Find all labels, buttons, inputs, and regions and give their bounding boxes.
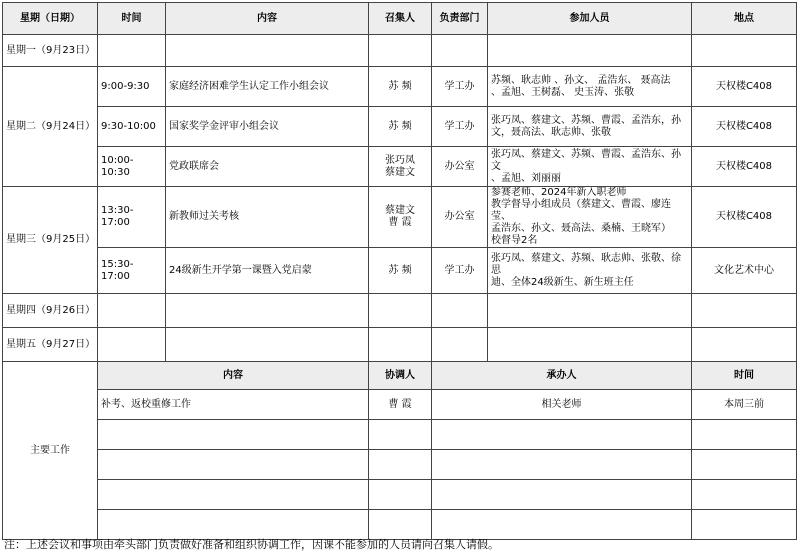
empty-cell: [166, 294, 369, 328]
meeting-convener: 蔡建文 曹 霞: [369, 187, 432, 248]
main-work-row: [3, 480, 797, 510]
meeting-row: [3, 67, 797, 107]
empty-cell: [98, 510, 369, 540]
empty-cell: [692, 480, 797, 510]
footnote: 注：上述会议和事项由牵头部门负责做好准备和组织协调工作，因课不能参加的人员请向召集人请假。: [4, 538, 499, 551]
empty-cell: [369, 35, 432, 67]
main-work-organizer: 相关老师: [432, 390, 692, 420]
meeting-row: [3, 248, 797, 294]
empty-cell: [432, 294, 488, 328]
empty-cell: [369, 480, 432, 510]
empty-cell: [488, 35, 692, 67]
header-dept: 负责部门: [432, 3, 488, 35]
header-row: [3, 3, 797, 35]
day-friday: 星期五（9月27日）: [3, 328, 98, 362]
main-work-row: [3, 450, 797, 480]
main-work-row: [3, 510, 797, 540]
row-friday: [3, 328, 797, 362]
meeting-location: 天权楼C408: [692, 107, 797, 147]
header-convener: 召集人: [369, 3, 432, 35]
empty-cell: [98, 420, 369, 450]
meeting-row: [3, 107, 797, 147]
header-location: 地点: [692, 3, 797, 35]
meeting-location: 天权楼C408: [692, 67, 797, 107]
meeting-row: [3, 187, 797, 248]
empty-cell: [692, 328, 797, 362]
empty-cell: [369, 420, 432, 450]
meeting-time: 13:30-17:00: [98, 187, 166, 248]
empty-cell: [432, 510, 692, 540]
header-day: 星期（日期）: [3, 3, 98, 35]
empty-cell: [692, 294, 797, 328]
meeting-location: 天权楼C408: [692, 147, 797, 187]
meeting-content: 新教师过关考核: [166, 187, 369, 248]
meeting-dept: 学工办: [432, 107, 488, 147]
weekly-schedule-table: [2, 2, 797, 540]
empty-cell: [692, 35, 797, 67]
main-work-header-row: [3, 362, 797, 390]
main-work-header-organizer: 承办人: [432, 362, 692, 390]
empty-cell: [369, 294, 432, 328]
empty-cell: [432, 35, 488, 67]
meeting-location: 天权楼C408: [692, 187, 797, 248]
main-work-header-coordinator: 协调人: [369, 362, 432, 390]
main-work-time: 本周三前: [692, 390, 797, 420]
main-work-row: [3, 390, 797, 420]
meeting-dept: 学工办: [432, 67, 488, 107]
meeting-time: 15:30-17:00: [98, 248, 166, 294]
empty-cell: [166, 35, 369, 67]
main-work-header-time: 时间: [692, 362, 797, 390]
header-participants: 参加人员: [488, 3, 692, 35]
row-monday: [3, 35, 797, 67]
meeting-content: 国家奖学金评审小组会议: [166, 107, 369, 147]
main-work-header-content: 内容: [98, 362, 369, 390]
day-tuesday: 星期二（9月24日）: [3, 67, 98, 187]
empty-cell: [98, 35, 166, 67]
main-work-row: [3, 420, 797, 450]
empty-cell: [488, 328, 692, 362]
meeting-convener: 苏 频: [369, 248, 432, 294]
empty-cell: [369, 450, 432, 480]
main-work-coordinator: 曹 霞: [369, 390, 432, 420]
meeting-time: 9:00-9:30: [98, 67, 166, 107]
meeting-convener: 苏 频: [369, 67, 432, 107]
meeting-participants: 苏频、耿志帅 、孙文、 孟浩东、 聂高法 、孟旭、王树磊、 史玉涛、张敬: [488, 67, 692, 107]
empty-cell: [692, 510, 797, 540]
meeting-dept: 办公室: [432, 187, 488, 248]
meeting-content: 家庭经济困难学生认定工作小组会议: [166, 67, 369, 107]
meeting-location: 文化艺术中心: [692, 248, 797, 294]
meeting-participants: 参赛老师、2024年新入职老师 教学督导小组成员（蔡建文、曹霞、廖连莹、 孟浩东、孙文、聂高法、桑楠、王晓军） 校督导2名: [488, 187, 692, 248]
day-monday: 星期一（9月23日）: [3, 35, 98, 67]
row-thursday: [3, 294, 797, 328]
meeting-convener: 苏 频: [369, 107, 432, 147]
empty-cell: [432, 328, 488, 362]
empty-cell: [98, 294, 166, 328]
empty-cell: [432, 480, 692, 510]
meeting-time: 9:30-10:00: [98, 107, 166, 147]
meeting-content: 24级新生开学第一课暨入党启蒙: [166, 248, 369, 294]
empty-cell: [98, 450, 369, 480]
empty-cell: [98, 480, 369, 510]
empty-cell: [488, 294, 692, 328]
day-thursday: 星期四（9月26日）: [3, 294, 98, 328]
meeting-participants: 张巧凤、蔡建文、苏频、耿志帅、张敬、徐思 迪、全体24级新生、新生班主任: [488, 248, 692, 294]
empty-cell: [432, 420, 692, 450]
empty-cell: [369, 328, 432, 362]
empty-cell: [166, 328, 369, 362]
empty-cell: [432, 450, 692, 480]
meeting-participants: 张巧凤、蔡建文、苏频、曹霞、孟浩东，孙 文，聂高法、耿志帅、张敬: [488, 107, 692, 147]
main-work-label: 主要工作: [3, 362, 98, 540]
header-content: 内容: [166, 3, 369, 35]
meeting-row: [3, 147, 797, 187]
meeting-participants: 张巧凤、蔡建文、苏频、曹霞、孟浩东、孙文 、孟旭、刘丽丽: [488, 147, 692, 187]
empty-cell: [98, 328, 166, 362]
empty-cell: [692, 450, 797, 480]
meeting-convener: 张巧凤 蔡建文: [369, 147, 432, 187]
empty-cell: [369, 510, 432, 540]
main-work-content: 补考、返校重修工作: [98, 390, 369, 420]
meeting-time: 10:00-10:30: [98, 147, 166, 187]
header-time: 时间: [98, 3, 166, 35]
meeting-dept: 办公室: [432, 147, 488, 187]
day-wednesday: 星期三（9月25日）: [3, 187, 98, 294]
empty-cell: [692, 420, 797, 450]
meeting-content: 党政联席会: [166, 147, 369, 187]
meeting-dept: 学工办: [432, 248, 488, 294]
